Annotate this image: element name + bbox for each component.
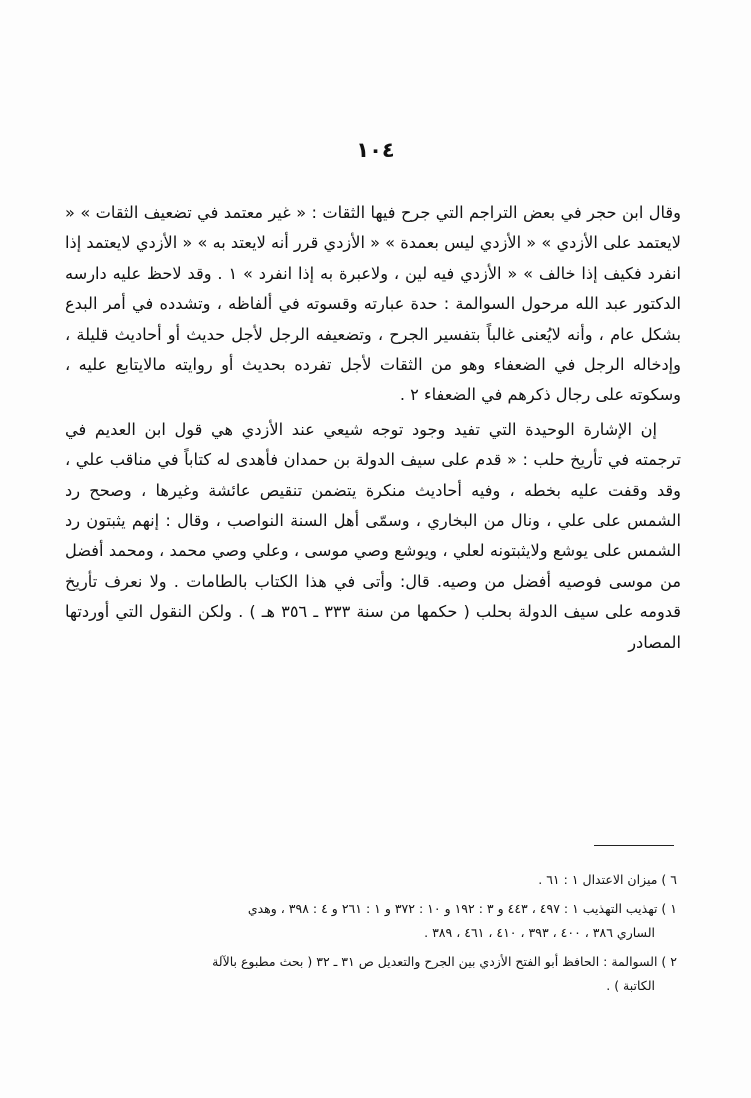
- page-number: ١٠٤: [356, 138, 395, 162]
- footnote-sawalma-line1: ٢ ) السوالمة : الحافظ أبو الفتح الأزدي بين الجرح والتعديل ص ٣١ ـ ٣٢ ( بحث مطبوع بالآلة: [212, 954, 677, 969]
- footnote-tahdhib-line2: الساري ٣٨٦ ، ٤٠٠ ، ٣٩٣ ، ٤١٠ ، ٤٦١ ، ٣٨٩ .: [424, 925, 655, 940]
- footnote-tahdhib-line1: ١ ) تهذيب التهذيب ١ : ٤٩٧ ، ٤٤٣ و ٣ : ١٩٢ و ١٠ : ٣٧٢ و ١ : ٢٦١ و ٤ : ٣٩٨ ، وهدي: [247, 901, 677, 916]
- footnote-separator: [594, 845, 674, 846]
- footnote-sawalma-line2: الكاتبة ) .: [606, 978, 655, 993]
- paragraph-ibn-aladim: إن الإشارة الوحيدة التي تفيد وجود توجه شيعي عند الأزدي هي قول ابن العديم في ترجمته في تأريخ حلب : « قدم على سيف الدولة بن حمدان فأهدى له كتاباً في مناقب علي ، وقد وقفت عليه بخطه ، وفيه أحاديث منكرة يتضمن تنقيص عائشة وغيرها ، وصحح رد الشمس على علي ، ونال من البخاري ، وسمّى أهل السنة النواصب ، وقال : إنهم يثبتون رد الشمس على يوشع ولايثبتونه لعلي ، ويوشع وصي موسى ، وعلي وصي محمد ، ومحمد أفضل من موسى فوصيه أفضل من وصيه. قال: وأتى في هذا الكتاب بالطامات . ولا نعرف تأريخ قدومه على سيف الدولة بحلب ( حكمها من سنة ٣٣٣ ـ ٣٥٦ هـ ) . ولكن النقول التي أوردتها المصادر: [65, 419, 681, 652]
- footnote-mizan: ٦ ) ميزان الاعتدال ١ : ٦١ .: [538, 872, 677, 887]
- paragraph-ibn-hajar: وقال ابن حجر في بعض التراجم التي جرح فيها الثقات : « غير معتمد في تضعيف الثقات » « لايعتمد على الأزدي » « الأزدي ليس بعمدة » « الأزدي قرر أنه لايعتد به » « الأزدي لايعتمد إذا انفرد فكيف إذا خالف » « الأزدي فيه لين ، ولاعبرة به إذا انفرد » ١ . وقد لاحظ عليه دارسه الدكتور عبد الله مرحول السوالمة : حدة عبارته وقسوته في ألفاظه ، وتشدده في أمر البدع بشكل عام ، وأنه لايُعنى غالباً بتفسير الجرح ، وتضعيفه الرجل لأجل حديث أو أحاديث قليلة ، وإدخاله الرجل في الضعفاء وهو من الثقات لأجل تفرده بحديث أو روايته مالايتابع عليه ، وسكوته على رجال ذكرهم في الضعفاء ٢ .: [65, 203, 681, 405]
- footnote-tahdhib: [65, 897, 677, 945]
- main-text: [65, 198, 681, 658]
- footnotes: [65, 868, 677, 998]
- footnote-sawalma: [65, 950, 677, 998]
